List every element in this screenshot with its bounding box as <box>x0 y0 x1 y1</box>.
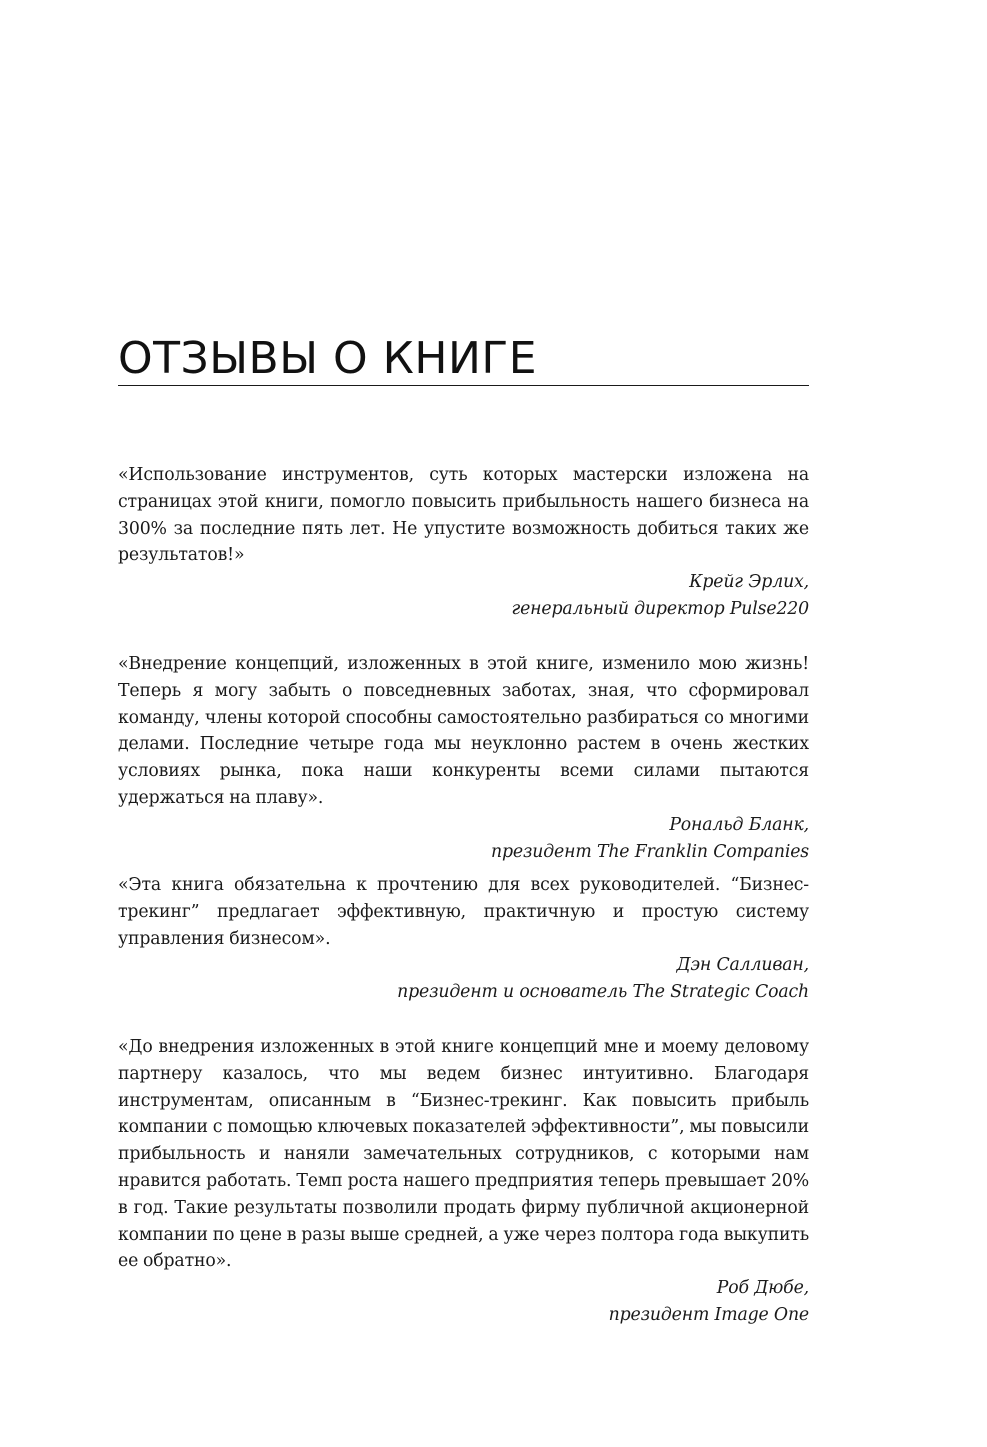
review-author-role: президент Image One <box>608 1304 809 1325</box>
review-quote: «Внедрение концепций, изложенных в этой книге, изменило мою жизнь! Теперь я могу забыть о повседневных заботах, зная, что сформировал команду, члены которой способны самостоятельно разбираться со многими делами. Последние четыре года мы неуклонно растем в очень жестких условиях рынка, пока наши конкуренты всеми силами пытаются удержаться на плаву». <box>118 654 809 808</box>
review-author-role: президент The Franklin Companies <box>491 841 809 862</box>
review-4 <box>118 1034 809 1329</box>
review-3 <box>118 872 809 1006</box>
page-title: ОТЗЫВЫ О КНИГЕ <box>118 333 538 384</box>
review-1 <box>118 462 809 623</box>
review-quote: «Использование инструментов, суть которых мастерски изложена на страницах этой книги, помогло повысить прибыльность нашего бизнеса на 300% за последние пять лет. Не упустите возможность добиться таких же результатов!» <box>118 465 809 566</box>
review-author: Крейг Эрлих, <box>689 572 809 593</box>
review-quote: «Эта книга обязательна к прочтению для всех руководителей. “Бизнес-трекинг” предлагает эффективную, практичную и простую систему управления бизнесом». <box>118 875 809 949</box>
review-2 <box>118 651 809 865</box>
review-author: Роб Дюбе, <box>716 1278 809 1299</box>
review-quote: «До внедрения изложенных в этой книге концепций мне и моему деловому партнеру казалось, что мы ведем бизнес интуитивно. Благодаря инструментам, описанным в “Бизнес-трекинг. Как повысить прибыль компании с помощью ключевых показателей эффективности”, мы повысили прибыльность и наняли замечательных сотрудников, с которыми нам нравится работать. Темп роста нашего предприятия теперь превышает 20% в год. Такие результаты позволили продать фирму публичной акционерной компании по цене в разы выше средней, а уже через полтора года выкупить ее обратно». <box>118 1037 809 1272</box>
review-author-role: генеральный директор Pulse220 <box>511 598 809 619</box>
title-underline <box>118 385 809 386</box>
review-author: Рональд Бланк, <box>669 814 809 835</box>
review-author: Дэн Салливан, <box>676 955 809 976</box>
review-author-role: президент и основатель The Strategic Coach <box>397 982 809 1003</box>
